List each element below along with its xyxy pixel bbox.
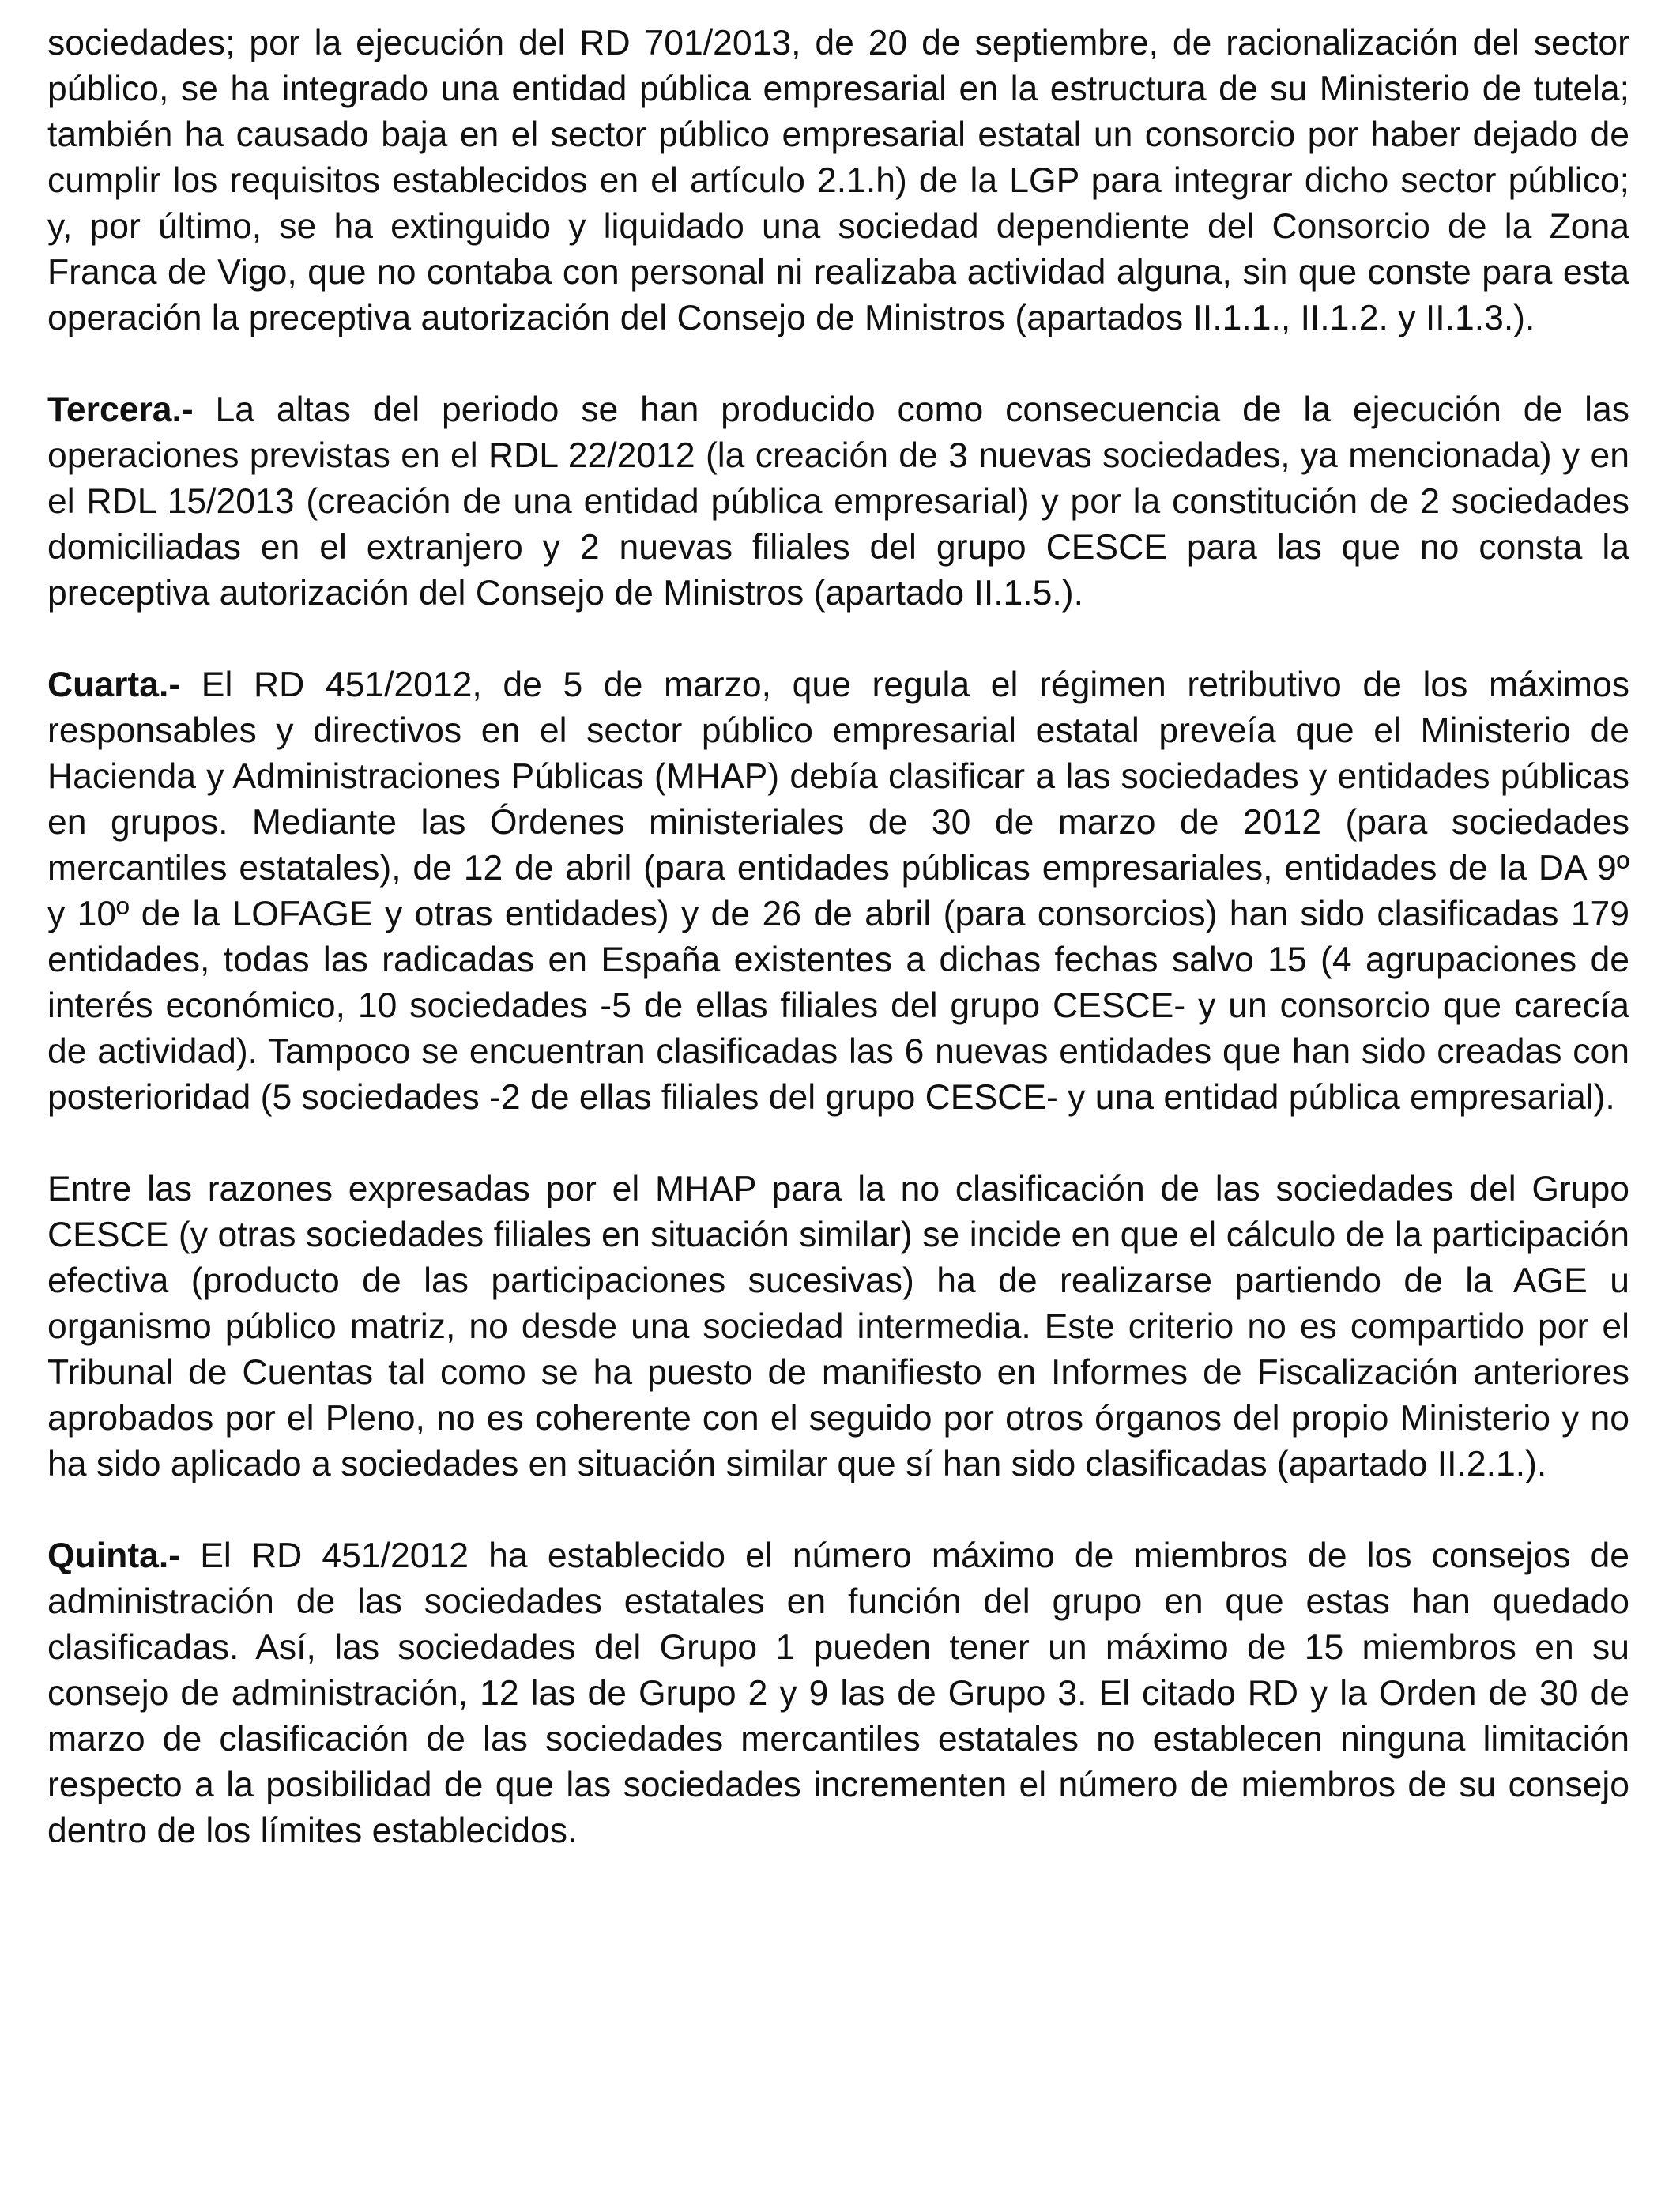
paragraph-text: Entre las razones expresadas por el MHAP para la no clasificación de las sociedades del Grupo CESCE (y otras sociedades filiales en situación similar) se incide en que el cálculo de la participación efectiva (producto de las participaciones sucesivas) ha de realizarse partiendo de la AGE u organismo público matriz, no desde una sociedad intermedia. Este criterio no es compartido por el Tribunal de Cuentas tal como se ha puesto de manifiesto en Informes de Fiscalización anteriores aprobados por el Pleno, no es coherente con el seguido por otros órganos del propio Ministerio y no ha sido aplicado a sociedades en situación similar que sí han sido clasificadas (apartado II.2.1.).: [47, 1170, 1629, 1483]
paragraph-mhap-razones: [47, 1167, 1629, 1487]
paragraph-text: El RD 451/2012 ha establecido el número máximo de miembros de los consejos de administración de las sociedades estatales en función del grupo en que estas han quedado clasificadas. Así, las sociedades del Grupo 1 pueden tener un máximo de 15 miembros en su consejo de administración, 12 las de Grupo 2 y 9 las de Grupo 3. El citado RD y la Orden de 30 de marzo de clasificación de las sociedades mercantiles estatales no establecen ninguna limitación respecto a la posibilidad de que las sociedades incrementen el número de miembros de su consejo dentro de los límites establecidos.: [47, 1536, 1629, 1850]
paragraph-text: La altas del periodo se han producido como consecuencia de la ejecución de las operaciones previstas en el RDL 22/2012 (la creación de 3 nuevas sociedades, ya mencionada) y en el RDL 15/2013 (creación de una entidad pública empresarial) y por la constitución de 2 sociedades domiciliadas en el extranjero y 2 nuevas filiales del grupo CESCE para las que no consta la preceptiva autorización del Consejo de Ministros (apartado II.1.5.).: [47, 390, 1629, 613]
paragraph-heading: Quinta.-: [47, 1536, 181, 1575]
paragraph-cuarta: [47, 662, 1629, 1121]
paragraph-quinta: [47, 1533, 1629, 1854]
paragraph-continuation: [47, 21, 1629, 341]
paragraph-heading: Tercera.-: [47, 390, 194, 429]
paragraph-heading: Cuarta.-: [47, 665, 181, 704]
paragraph-tercera: [47, 387, 1629, 616]
document-page: [47, 21, 1629, 1854]
paragraph-text: sociedades; por la ejecución del RD 701/2013, de 20 de septiembre, de racionalización del sector público, se ha integrado una entidad pública empresarial en la estructura de su Ministerio de tutela; también ha causado baja en el sector público empresarial estatal un consorcio por haber dejado de cumplir los requisitos establecidos en el artículo 2.1.h) de la LGP para integrar dicho sector público; y, por último, se ha extinguido y liquidado una sociedad dependiente del Consorcio de la Zona Franca de Vigo, que no contaba con personal ni realizaba actividad alguna, sin que conste para esta operación la preceptiva autorización del Consejo de Ministros (apartados II.1.1., II.1.2. y II.1.3.).: [47, 24, 1629, 337]
paragraph-text: El RD 451/2012, de 5 de marzo, que regula el régimen retributivo de los máximos responsables y directivos en el sector público empresarial estatal preveía que el Ministerio de Hacienda y Administraciones Públicas (MHAP) debía clasificar a las sociedades y entidades públicas en grupos. Mediante las Órdenes ministeriales de 30 de marzo de 2012 (para sociedades mercantiles estatales), de 12 de abril (para entidades públicas empresariales, entidades de la DA 9º y 10º de la LOFAGE y otras entidades) y de 26 de abril (para consorcios) han sido clasificadas 179 entidades, todas las radicadas en España existentes a dichas fechas salvo 15 (4 agrupaciones de interés económico, 10 sociedades -5 de ellas filiales del grupo CESCE- y un consorcio que carecía de actividad). Tampoco se encuentran clasificadas las 6 nuevas entidades que han sido creadas con posterioridad (5 sociedades -2 de ellas filiales del grupo CESCE- y una entidad pública empresarial).: [47, 665, 1630, 1117]
